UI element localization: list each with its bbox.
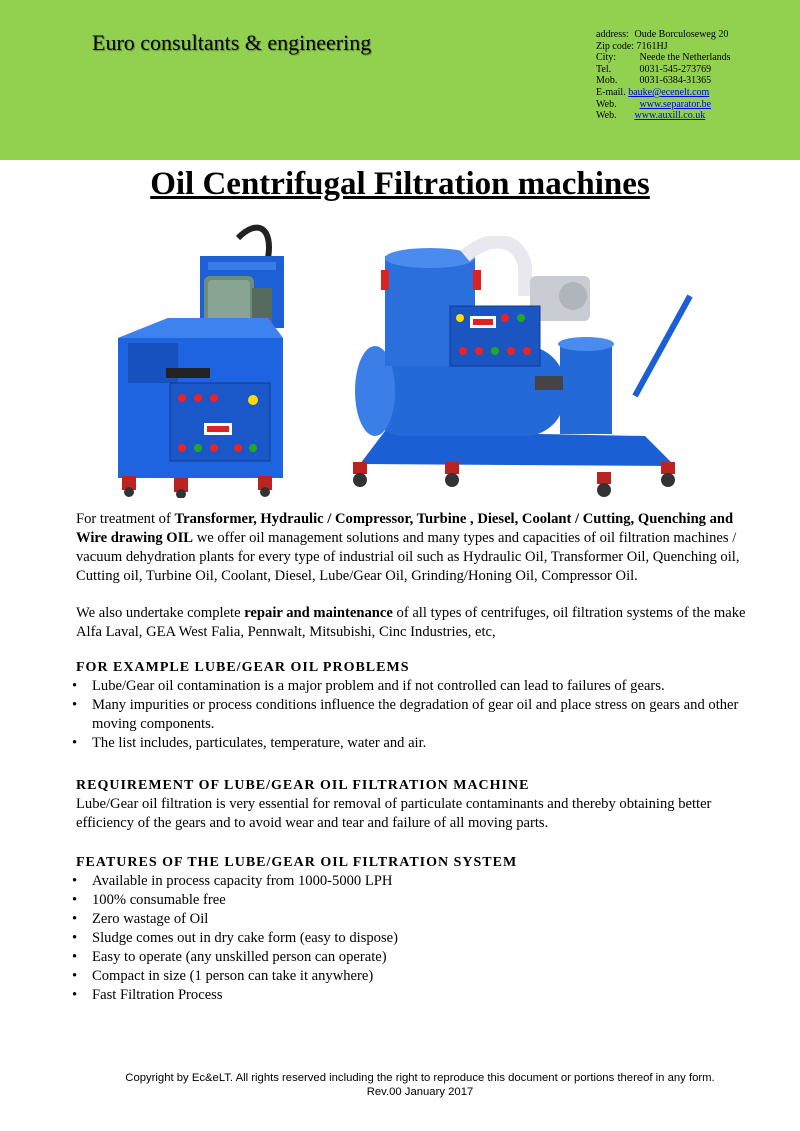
list-item: • Lube/Gear oil contamination is a major problem and if not controlled can lead to failures of gears. (72, 677, 766, 696)
problems-list (76, 677, 766, 753)
blue-vacuum-dehydration-plant-icon (345, 236, 695, 498)
list-item: • Fast Filtration Process (72, 986, 766, 1005)
website-link-auxill[interactable]: www.auxill.co.uk (634, 110, 706, 122)
brands-paragraph: Alfa Laval, GEA West Falia, Pennwalt, Mitsubishi, Cinc Industries, etc, (76, 624, 496, 640)
header-banner (0, 0, 800, 160)
email-link[interactable]: bauke@ecenelt.com (628, 86, 710, 98)
list-item: • Many impurities or process conditions influence the degradation of gear oil and place stress on gears and other moving components. (72, 696, 766, 734)
contact-row: Web. www.auxill.co.uk (596, 110, 706, 122)
list-item: • The list includes, particulates, temperature, water and air. (72, 734, 766, 753)
contact-row: City: Neede the Netherlands (596, 52, 731, 64)
page-title: Oil Centrifugal Filtration machines (150, 166, 650, 202)
main-content (76, 510, 766, 1005)
contact-row: address: Oude Borculoseweg 20 (596, 29, 729, 40)
list-item: • Sludge comes out in dry cake form (easy to dispose) (72, 929, 766, 948)
website-link-separator[interactable]: www.separator.be (639, 98, 712, 110)
section-heading: FEATURES OF THE LUBE/GEAR OIL FILTRATION SYSTEM (76, 855, 518, 870)
blue-portable-filtration-machine-icon (108, 218, 308, 498)
list-item: • 100% consumable free (72, 891, 766, 910)
repair-paragraph: We also undertake complete repair and maintenance of all types of centrifuges, oil filtration systems of the make (76, 605, 746, 621)
revision-text: Rev.00 January 2017 (366, 1086, 474, 1098)
contact-row: Zip code: 7161HJ (596, 40, 668, 52)
contact-row: Tel. 0031-545-273769 (596, 63, 712, 75)
list-item: • Available in process capacity from 1000-5000 LPH (72, 872, 766, 891)
intro-paragraph: For treatment of Transformer, Hydraulic / Compressor, Turbine , Diesel, Coolant / Cutting, Quenching and Wire drawing OIL we offer oil management solutions and many types and capacities of oil filtration machines / vacuum dehydration plants for every type of industrial oil such as Hydraulic Oil, Transformer Oil, Quenching oil, Cutting oil, Turbine Oil, Coolant, Diesel, Lube/Gear Oil, Grinding/Honing Oil, Compressor Oil. (76, 511, 740, 584)
list-item: • Zero wastage of Oil (72, 910, 766, 929)
contact-row: Web. www.separator.be (596, 98, 712, 110)
features-list (76, 872, 766, 1005)
list-item: • Easy to operate (any unskilled person can operate) (72, 948, 766, 967)
requirement-paragraph: Lube/Gear oil filtration is very essential for removal of particulate contaminants and thereby obtaining better efficiency of the gears and to avoid wear and tear and failure of all moving parts. (76, 796, 712, 831)
footer (0, 1071, 800, 1099)
company-name: Euro consultants & engineering (92, 30, 372, 55)
contact-row: Mob. 0031-6384-31365 (596, 75, 712, 87)
section-heading: FOR EXAMPLE LUBE/GEAR OIL PROBLEMS (76, 660, 410, 675)
section-heading: REQUIREMENT OF LUBE/GEAR OIL FILTRATION MACHINE (76, 778, 530, 793)
contact-row: E-mail. bauke@ecenelt.com (596, 86, 710, 98)
copyright-text: Copyright by Ec&eLT. All rights reserved including the right to reproduce this document or portions thereof in any form. (125, 1072, 715, 1084)
contact-block (596, 29, 731, 122)
list-item: • Compact in size (1 person can take it anywhere) (72, 967, 766, 986)
